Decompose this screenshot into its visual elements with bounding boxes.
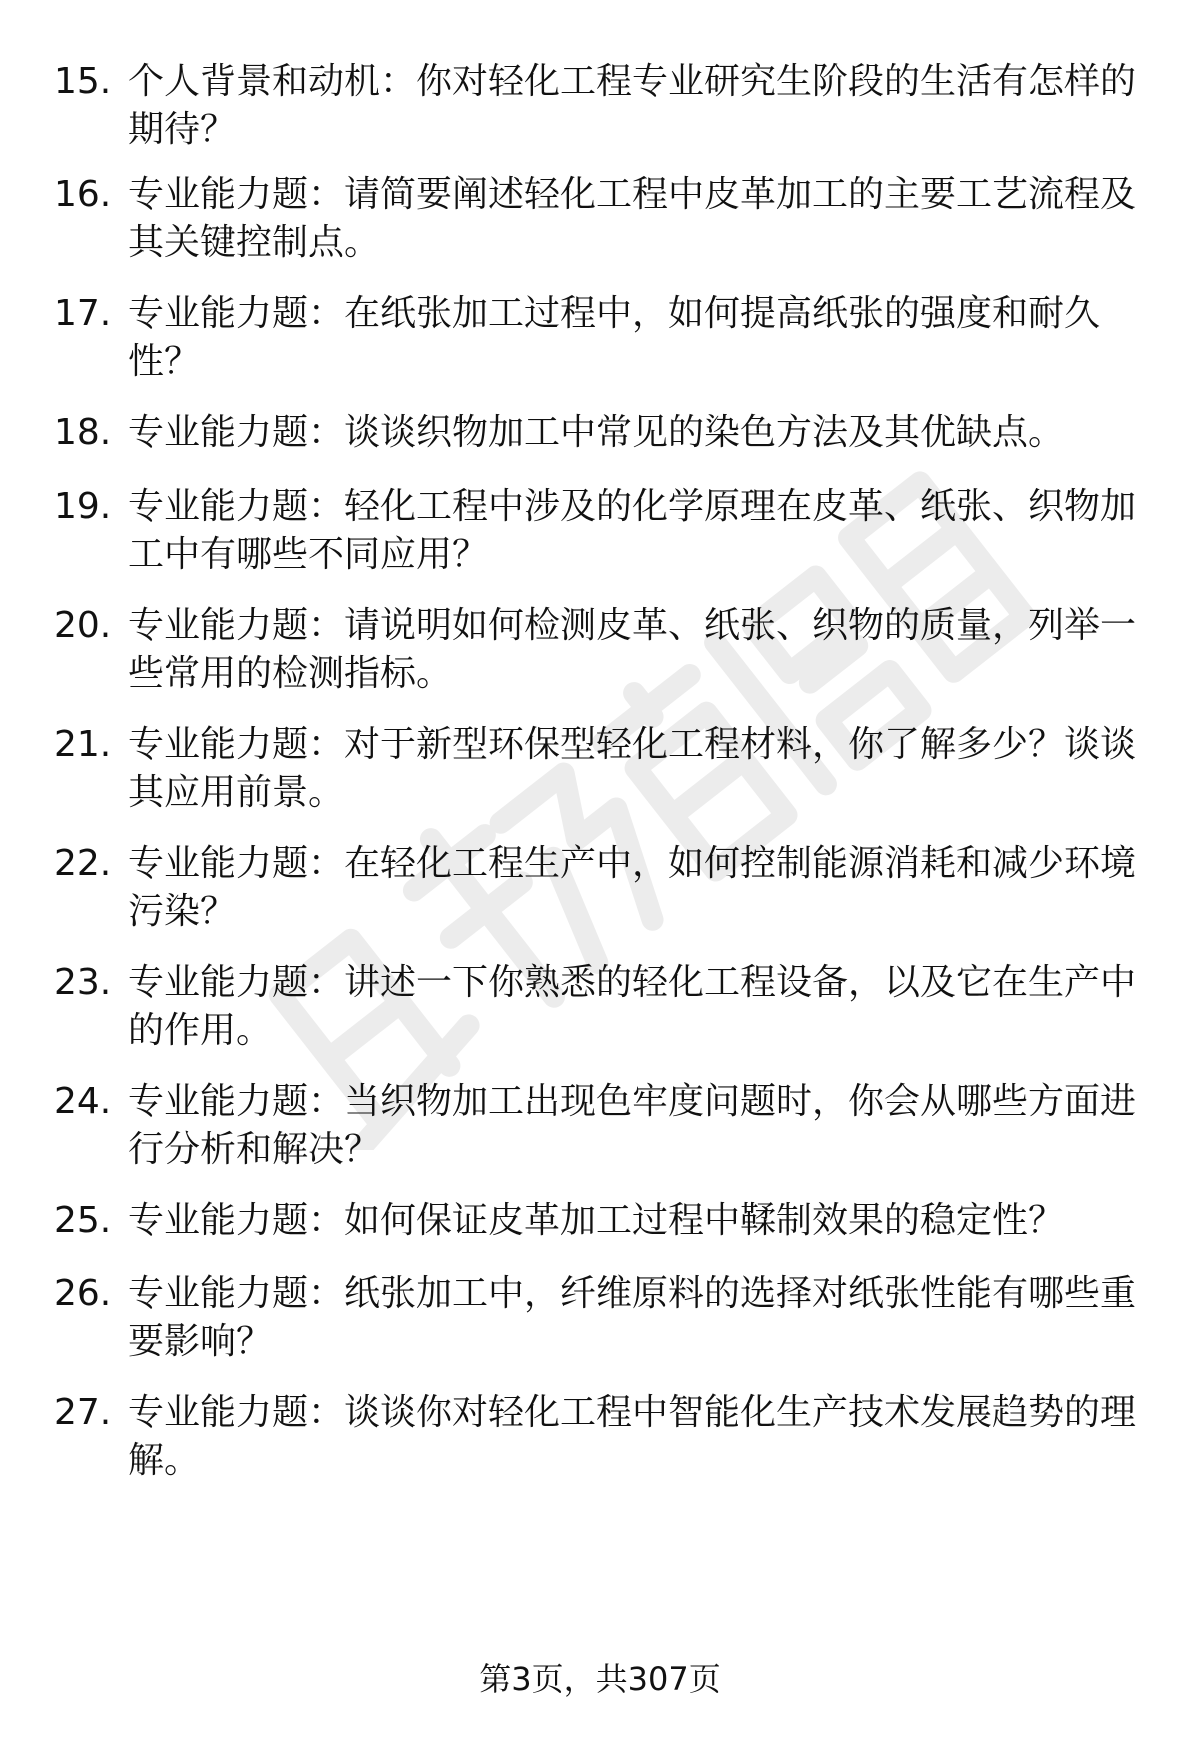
item-number: 26.: [54, 1273, 112, 1314]
item-text: 专业能力题：轻化工程中涉及的化学原理在皮革、纸张、织物加工中有哪些不同应用？: [128, 486, 1137, 575]
item-text: 专业能力题：当织物加工出现色牢度问题时，你会从哪些方面进行分析和解决？: [128, 1081, 1137, 1170]
item-number: 20.: [54, 605, 112, 646]
item-text: 专业能力题：如何保证皮革加工过程中鞣制效果的稳定性？: [128, 1200, 1065, 1241]
item-number: 18.: [54, 412, 112, 453]
item-text: 专业能力题：纸张加工中，纤维原料的选择对纸张性能有哪些重要影响？: [128, 1273, 1137, 1362]
item-text: 专业能力题：谈谈织物加工中常见的染色方法及其优缺点。: [128, 412, 1065, 453]
item-number: 15.: [54, 61, 112, 102]
item-text: 专业能力题：请说明如何检测皮革、纸张、织物的质量，列举一些常用的检测指标。: [128, 605, 1137, 694]
item-number: 23.: [54, 962, 112, 1003]
item-number: 17.: [54, 293, 112, 334]
item-number: 21.: [54, 724, 112, 765]
page-number: 第3页，共307页: [479, 1660, 721, 1698]
item-text: 专业能力题：对于新型环保型轻化工程材料，你了解多少？谈谈其应用前景。: [128, 724, 1137, 813]
item-number: 16.: [54, 174, 112, 215]
item-text: 专业能力题：请简要阐述轻化工程中皮革加工的主要工艺流程及其关键控制点。: [128, 174, 1137, 263]
item-number: 24.: [54, 1081, 112, 1122]
item-number: 25.: [54, 1200, 112, 1241]
item-number: 27.: [54, 1392, 112, 1433]
item-text: 个人背景和动机：你对轻化工程专业研究生阶段的生活有怎样的期待？: [128, 61, 1137, 150]
item-number: 22.: [54, 843, 112, 884]
item-number: 19.: [54, 486, 112, 527]
item-text: 专业能力题：在纸张加工过程中，如何提高纸张的强度和耐久性？: [128, 293, 1101, 382]
item-text: 专业能力题：在轻化工程生产中，如何控制能源消耗和减少环境污染？: [128, 843, 1137, 932]
item-text: 专业能力题：谈谈你对轻化工程中智能化生产技术发展趋势的理解。: [128, 1392, 1137, 1481]
item-text: 专业能力题：讲述一下你熟悉的轻化工程设备，以及它在生产中的作用。: [128, 962, 1137, 1051]
